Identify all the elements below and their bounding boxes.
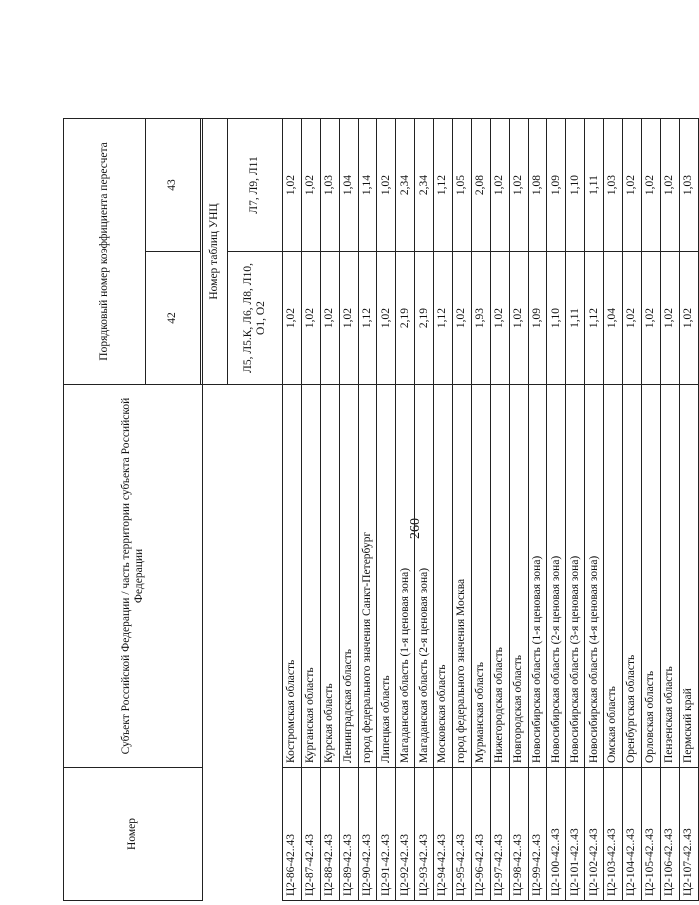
table-row bbox=[453, 118, 472, 900]
row-code: Ц2-97-42..43 bbox=[490, 768, 509, 901]
row-coef-42: 1,09 bbox=[528, 252, 547, 385]
row-name: Пензенская область bbox=[660, 385, 679, 768]
table-row bbox=[509, 118, 528, 900]
row-code: Ц2-92-42..43 bbox=[396, 768, 415, 901]
table-row bbox=[377, 118, 396, 900]
row-code: Ц2-99-42..43 bbox=[528, 768, 547, 901]
table-row bbox=[528, 118, 547, 900]
row-coef-42: 1,02 bbox=[679, 252, 698, 385]
row-name: Новосибирская область (2-я ценовая зона) bbox=[547, 385, 566, 768]
table-row bbox=[415, 118, 434, 900]
row-name: Курганская область bbox=[301, 385, 320, 768]
row-coef-43: 2,08 bbox=[471, 118, 490, 251]
table-row bbox=[283, 118, 302, 900]
row-code: Ц2-95-42..43 bbox=[453, 768, 472, 901]
row-name: Костромская область bbox=[283, 385, 302, 768]
row-coef-43: 1,09 bbox=[547, 118, 566, 251]
table-row bbox=[679, 118, 698, 900]
row-code: Ц2-94-42..43 bbox=[434, 768, 453, 901]
header-number: Номер bbox=[64, 768, 203, 901]
row-code: Ц2-103-42..43 bbox=[604, 768, 623, 901]
row-coef-43: 1,08 bbox=[528, 118, 547, 251]
page-number: 260 bbox=[408, 518, 423, 539]
row-coef-42: 1,12 bbox=[434, 252, 453, 385]
row-code: Ц2-107-42..43 bbox=[679, 768, 698, 901]
row-code: Ц2-90-42..43 bbox=[358, 768, 377, 901]
header-coef-43: 43 bbox=[145, 118, 200, 251]
row-coef-42: 1,02 bbox=[660, 252, 679, 385]
row-name: Омская область bbox=[604, 385, 623, 768]
table-row bbox=[396, 118, 415, 900]
table-row bbox=[339, 118, 358, 900]
row-name: Курская область bbox=[320, 385, 339, 768]
row-coef-43: 1,02 bbox=[660, 118, 679, 251]
row-name: Магаданская область (1-я ценовая зона) bbox=[396, 385, 415, 768]
row-coef-42: 1,02 bbox=[377, 252, 396, 385]
row-coef-43: 1,02 bbox=[641, 118, 660, 251]
row-coef-43: 1,05 bbox=[453, 118, 472, 251]
row-code: Ц2-91-42..43 bbox=[377, 768, 396, 901]
row-coef-42: 1,02 bbox=[641, 252, 660, 385]
row-name: Новгородская область bbox=[509, 385, 528, 768]
row-coef-43: 1,12 bbox=[434, 118, 453, 251]
table-row bbox=[641, 118, 660, 900]
row-coef-43: 1,10 bbox=[566, 118, 585, 251]
row-coef-42: 1,02 bbox=[490, 252, 509, 385]
header-tables-43: Л7, Л9, Л11 bbox=[228, 118, 283, 251]
header-tables-title: Номер таблиц УНЦ bbox=[203, 118, 228, 384]
row-coef-42: 1,11 bbox=[566, 252, 585, 385]
row-coef-42: 1,02 bbox=[623, 252, 642, 385]
row-coef-43: 1,02 bbox=[490, 118, 509, 251]
header-spacer-2 bbox=[203, 385, 228, 901]
row-name: город федерального значения Санкт-Петербург bbox=[358, 385, 377, 768]
header-tables-42: Л5, Л5.К, Л6, Л8, Л10, О1, О2 bbox=[228, 252, 283, 385]
row-coef-43: 1,04 bbox=[339, 118, 358, 251]
row-name: Ленинградская область bbox=[339, 385, 358, 768]
row-coef-42: 1,02 bbox=[301, 252, 320, 385]
row-coef-42: 2,19 bbox=[396, 252, 415, 385]
row-name: город федерального значения Москва bbox=[453, 385, 472, 768]
rotated-page bbox=[63, 119, 695, 901]
table-header bbox=[64, 118, 283, 900]
header-coefficient: Порядковый номер коэффициента пересчета bbox=[64, 118, 146, 384]
row-coef-42: 1,12 bbox=[585, 252, 604, 385]
table-row bbox=[301, 118, 320, 900]
header-spacer-3 bbox=[228, 385, 283, 901]
row-coef-43: 1,11 bbox=[585, 118, 604, 251]
row-coef-43: 1,03 bbox=[320, 118, 339, 251]
row-coef-42: 1,10 bbox=[547, 252, 566, 385]
row-coef-42: 1,04 bbox=[604, 252, 623, 385]
row-coef-42: 1,93 bbox=[471, 252, 490, 385]
row-name: Магаданская область (2-я ценовая зона) bbox=[415, 385, 434, 768]
row-coef-42: 1,02 bbox=[509, 252, 528, 385]
header-subject: Субъект Российской Федерации / часть территории субъекта Российской Федерации bbox=[64, 385, 203, 768]
row-coef-43: 2,34 bbox=[396, 118, 415, 251]
row-name: Орловская область bbox=[641, 385, 660, 768]
row-coef-43: 1,03 bbox=[679, 118, 698, 251]
row-code: Ц2-101-42..43 bbox=[566, 768, 585, 901]
table-row bbox=[623, 118, 642, 900]
table-row bbox=[490, 118, 509, 900]
table-row bbox=[358, 118, 377, 900]
header-coef-42: 42 bbox=[145, 252, 200, 385]
row-code: Ц2-87-42..43 bbox=[301, 768, 320, 901]
row-code: Ц2-88-42..43 bbox=[320, 768, 339, 901]
row-code: Ц2-106-42..43 bbox=[660, 768, 679, 901]
row-code: Ц2-93-42..43 bbox=[415, 768, 434, 901]
table-row bbox=[547, 118, 566, 900]
row-coef-43: 1,02 bbox=[283, 118, 302, 251]
row-coef-42: 1,12 bbox=[358, 252, 377, 385]
table-body bbox=[283, 118, 699, 900]
row-coef-43: 1,14 bbox=[358, 118, 377, 251]
row-code: Ц2-102-42..43 bbox=[585, 768, 604, 901]
table-row bbox=[320, 118, 339, 900]
row-code: Ц2-86-42..43 bbox=[283, 768, 302, 901]
row-coef-43: 1,02 bbox=[301, 118, 320, 251]
table-row bbox=[566, 118, 585, 900]
row-name: Московская область bbox=[434, 385, 453, 768]
row-name: Оренбургская область bbox=[623, 385, 642, 768]
row-code: Ц2-100-42..43 bbox=[547, 768, 566, 901]
row-name: Новосибирская область (1-я ценовая зона) bbox=[528, 385, 547, 768]
row-coef-42: 1,02 bbox=[283, 252, 302, 385]
row-name: Мурманская область bbox=[471, 385, 490, 768]
row-code: Ц2-98-42..43 bbox=[509, 768, 528, 901]
coefficient-table bbox=[63, 118, 699, 901]
row-code: Ц2-105-42..43 bbox=[641, 768, 660, 901]
row-name: Липецкая область bbox=[377, 385, 396, 768]
table-row bbox=[660, 118, 679, 900]
row-name: Новосибирская область (3-я ценовая зона) bbox=[566, 385, 585, 768]
row-coef-42: 2,19 bbox=[415, 252, 434, 385]
row-code: Ц2-104-42..43 bbox=[623, 768, 642, 901]
table-row bbox=[604, 118, 623, 900]
row-code: Ц2-96-42..43 bbox=[471, 768, 490, 901]
row-coef-43: 1,03 bbox=[604, 118, 623, 251]
row-code: Ц2-89-42..43 bbox=[339, 768, 358, 901]
row-coef-42: 1,02 bbox=[320, 252, 339, 385]
row-name: Новосибирская область (4-я ценовая зона) bbox=[585, 385, 604, 768]
table-row bbox=[434, 118, 453, 900]
row-coef-43: 1,02 bbox=[509, 118, 528, 251]
table-row bbox=[585, 118, 604, 900]
table-row bbox=[471, 118, 490, 900]
row-coef-43: 1,02 bbox=[377, 118, 396, 251]
row-name: Пермский край bbox=[679, 385, 698, 768]
row-coef-43: 1,02 bbox=[623, 118, 642, 251]
row-coef-42: 1,02 bbox=[453, 252, 472, 385]
row-coef-43: 2,34 bbox=[415, 118, 434, 251]
row-name: Нижегородская область bbox=[490, 385, 509, 768]
row-coef-42: 1,02 bbox=[339, 252, 358, 385]
